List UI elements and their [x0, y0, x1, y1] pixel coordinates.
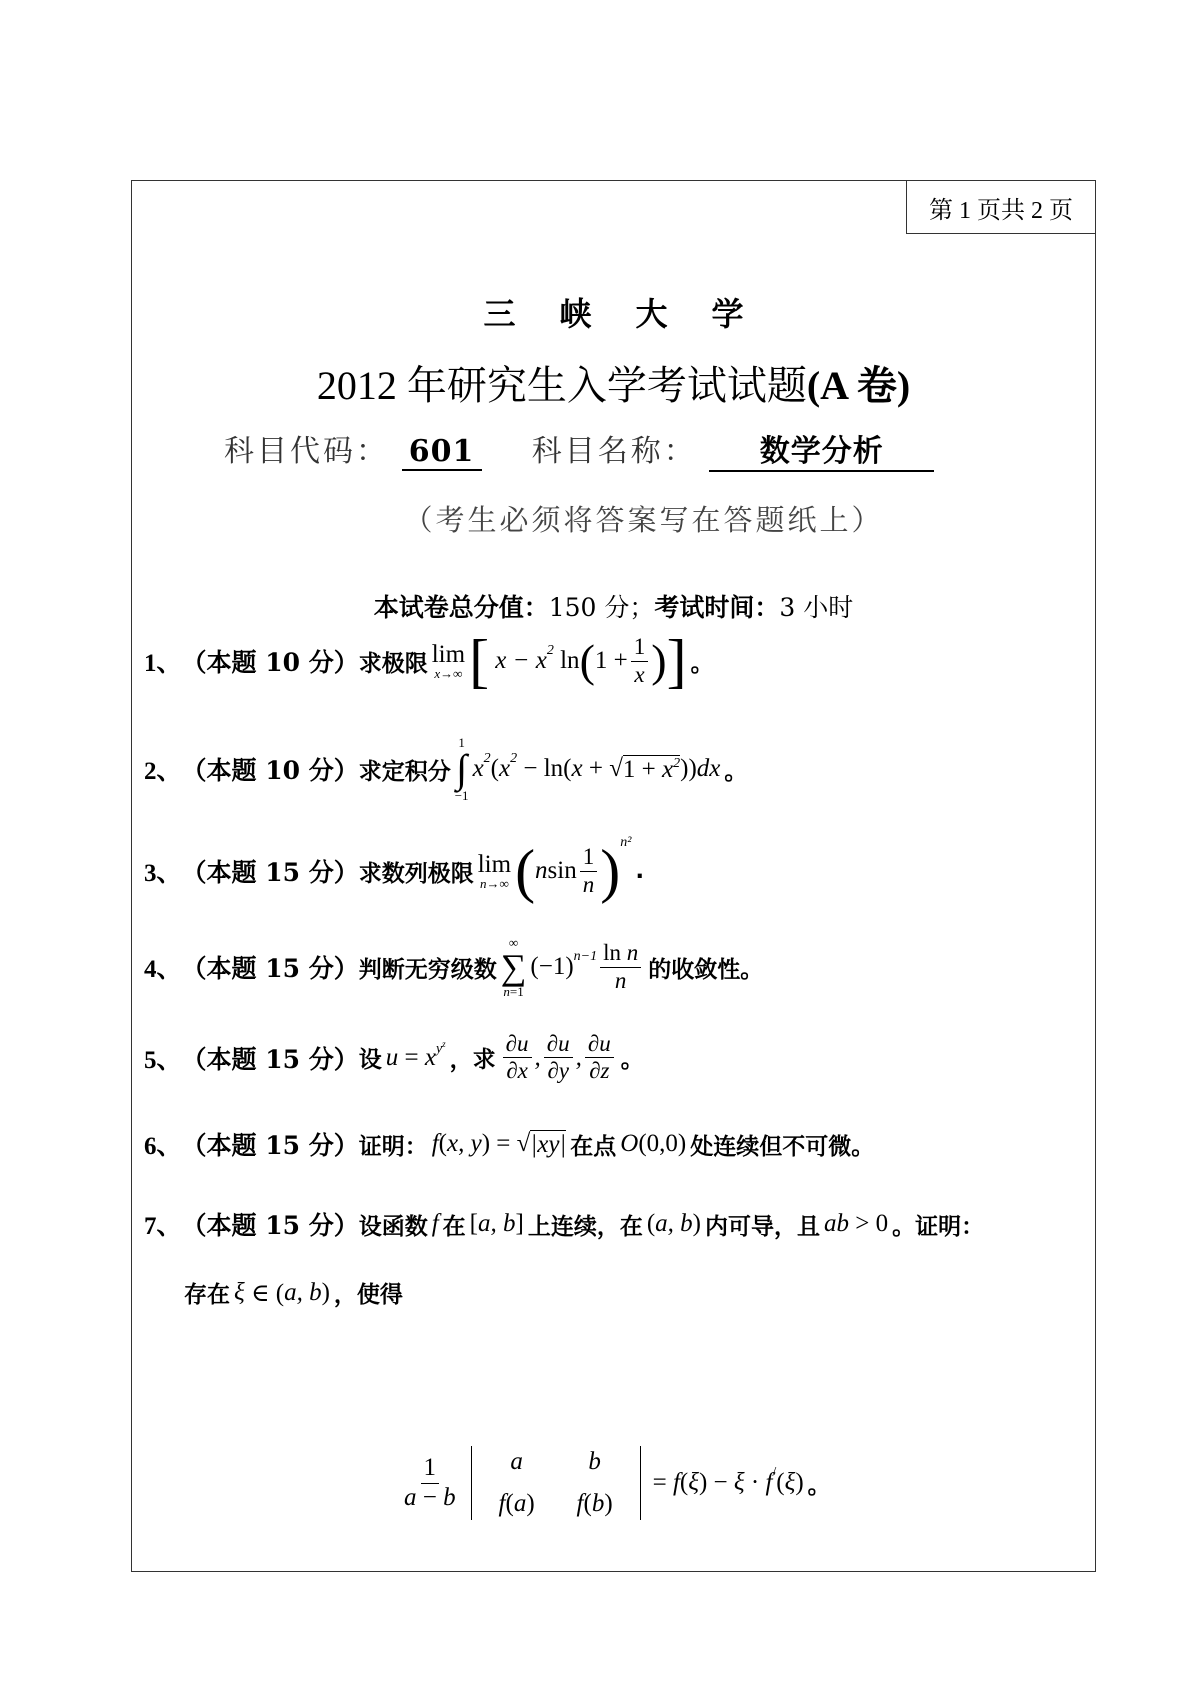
question-number: 5、: [144, 1046, 182, 1074]
question-tail: .: [635, 858, 645, 884]
score-value: 150 分；: [548, 593, 655, 622]
question-line2-b: ，使得: [333, 1282, 403, 1308]
question-4: [144, 936, 763, 998]
subject-code-label: 科目代码：: [224, 434, 389, 469]
formula-determinant-equation: $\frac{1}{a - b}$ a b f(a) f(b) = f ( ξ ) − ξ · f / ( ξ ) 。: [397, 1446, 831, 1520]
subject-name-label: 科目名称：: [531, 434, 697, 469]
determinant: a b f(a) f(b): [471, 1446, 641, 1520]
question-number: 1、: [144, 650, 182, 677]
question-number: 2、: [144, 758, 182, 785]
subject-line: [224, 426, 934, 472]
exam-title-variant: (A 卷): [806, 363, 911, 408]
exam-title: [132, 354, 1095, 411]
subject-code: 601: [402, 434, 482, 471]
formula-limit: lim x→∞ [ x − x 2 ln ( 1 + $\frac{1}{x}$ ) ]: [431, 628, 687, 694]
formula-f-xy: f ( x, y ) = √ |xy|: [431, 1130, 567, 1158]
question-mid: ，求: [449, 1047, 496, 1074]
formula-xi: ξ ∈ ( a, b ): [234, 1278, 330, 1307]
question-header: （本题 15 分）: [181, 1131, 359, 1160]
formula-function: u = x $y^z$: [385, 1038, 446, 1071]
question-mid-3: 内可导，且: [704, 1213, 820, 1240]
formula-ab-positive: ab > 0: [823, 1210, 889, 1237]
time-value: 3 小时: [779, 593, 854, 622]
question-tail: 。: [620, 1047, 644, 1074]
exam-title-text: 2012 年研究生入学考试试题: [316, 363, 807, 408]
instruction: （考生必须将答案写在答题纸上）: [403, 503, 884, 537]
question-mid-2: 上连续，在: [527, 1213, 643, 1240]
question-2: [144, 736, 747, 802]
formula-closed-interval: [ a, b ]: [469, 1210, 524, 1237]
formula-sequence-limit: lim n→∞ ( n sin $\frac{1}{n}$ ) n²: [477, 835, 632, 904]
question-6: [144, 1126, 874, 1162]
time-label: 考试时间：: [654, 593, 780, 622]
question-3: [144, 835, 645, 904]
question-header: （本题 10 分）: [181, 756, 359, 785]
formula-origin: O (0,0): [620, 1130, 687, 1157]
formula-series: ∞ ∑ n=1 (−1) n−1 $\frac{\text{ln n}}{n}$: [501, 936, 645, 998]
question-text: 设函数: [358, 1213, 428, 1240]
subject-name: 数学分析: [709, 426, 934, 472]
question-tail: 处连续但不可微。: [690, 1133, 875, 1160]
page-number-box: 第 1 页共 2 页: [906, 180, 1096, 234]
question-mid: 在点: [570, 1133, 617, 1160]
formula-partials: $\frac{\partial u}{\partial x}$ , $\frac{\partial u}{\partial y}$ , $\frac{\partial u}{\partial z}$: [500, 1031, 617, 1085]
question-7: [144, 1206, 984, 1242]
score-label: 本试卷总分值：: [373, 593, 549, 622]
formula-open-interval: ( a, b ): [646, 1210, 701, 1237]
question-number: 4、: [144, 956, 182, 983]
score-line: [132, 588, 1095, 624]
question-text: 求数列极限: [358, 860, 474, 887]
question-tail: 。: [807, 1472, 831, 1499]
question-header: （本题 15 分）: [181, 858, 359, 887]
question-number: 7、: [144, 1213, 182, 1240]
question-5: [144, 1031, 644, 1085]
question-header: （本题 15 分）: [181, 1044, 359, 1074]
exam-frame: [131, 180, 1096, 1572]
question-tail: 。: [724, 758, 748, 785]
question-number: 3、: [144, 860, 182, 887]
question-text: 证明：: [358, 1133, 428, 1160]
formula-f: f: [431, 1210, 439, 1237]
question-1: [144, 628, 714, 694]
question-text: 求极限: [358, 650, 428, 677]
formula-integral: 1 ∫ −1 x 2 ( x 2 − ln( x + √ $1 + x^2$ )) dx: [454, 735, 721, 803]
question-mid-1: 在: [442, 1213, 466, 1240]
question-text: 判断无穷级数: [358, 956, 497, 983]
question-header: （本题 10 分）: [181, 648, 359, 677]
question-header: （本题 15 分）: [181, 1211, 359, 1240]
question-text: 设: [358, 1047, 382, 1074]
university-name: 三峡大学: [483, 295, 788, 333]
question-tail: 的收敛性。: [648, 956, 764, 983]
question-mid-4: 。证明：: [892, 1213, 985, 1240]
question-line2-a: 存在: [184, 1282, 230, 1308]
question-header: （本题 15 分）: [181, 954, 359, 983]
question-7-line-2: [184, 1276, 403, 1309]
question-tail: 。: [690, 650, 714, 677]
question-text: 求定积分: [358, 758, 451, 785]
question-number: 6、: [144, 1133, 182, 1160]
